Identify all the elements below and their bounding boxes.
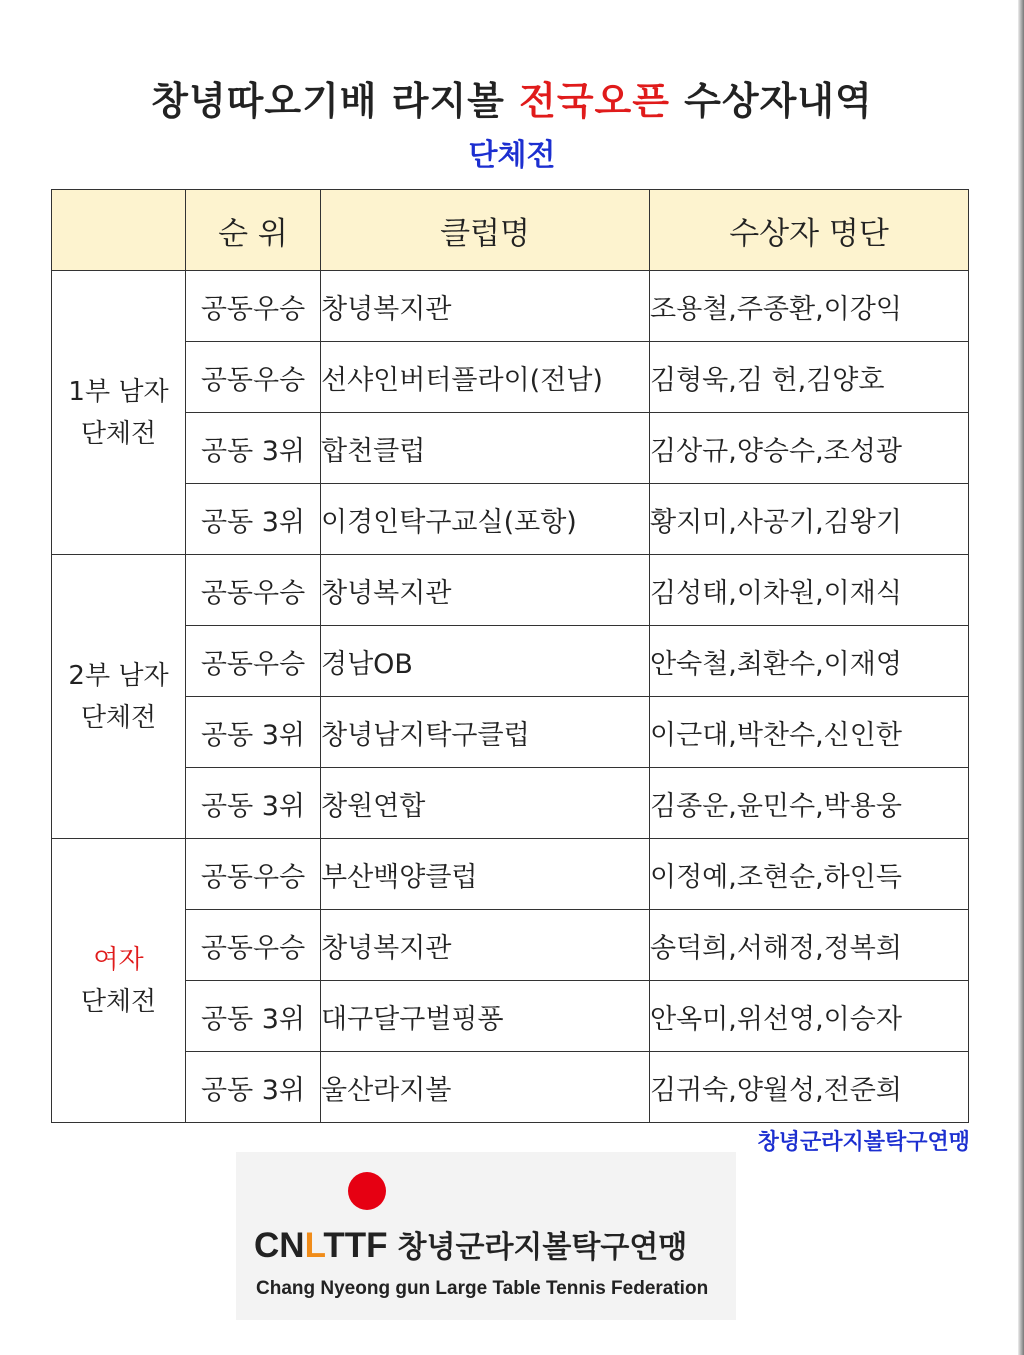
names-cell: 안숙철,최환수,이재영 [650, 626, 969, 697]
rank-cell: 공동 3위 [186, 981, 321, 1052]
logo-korean-name: 창녕군라지볼탁구연맹 [397, 1230, 688, 1265]
club-cell: 창녕복지관 [321, 910, 650, 981]
club-cell: 선샤인버터플라이(전남) [321, 342, 650, 413]
table-row [52, 555, 969, 626]
logo-title [254, 1222, 687, 1266]
header-division [52, 190, 186, 271]
division-type: 단체전 [80, 702, 157, 733]
table-row [52, 413, 969, 484]
rank-cell: 공동우승 [186, 555, 321, 626]
table-row [52, 910, 969, 981]
division-type: 단체전 [80, 418, 157, 449]
page-edge-shadow [1018, 0, 1024, 1355]
names-cell: 황지미,사공기,김왕기 [650, 484, 969, 555]
rank-cell: 공동 3위 [186, 768, 321, 839]
names-cell: 김형욱,김 헌,김양호 [650, 342, 969, 413]
table-header-row [52, 190, 969, 271]
page-subtitle: 단체전 [468, 138, 556, 173]
table-row [52, 768, 969, 839]
club-cell: 창녕남지탁구클럽 [321, 697, 650, 768]
table-body [52, 271, 969, 1123]
names-cell: 이정예,조현순,하인득 [650, 839, 969, 910]
club-cell: 경남OB [321, 626, 650, 697]
names-cell: 김종운,윤민수,박용웅 [650, 768, 969, 839]
division-label: 1부 남자 [68, 376, 169, 407]
rank-cell: 공동우승 [186, 839, 321, 910]
division-cell [52, 839, 186, 1123]
club-cell: 창녕복지관 [321, 271, 650, 342]
table-row [52, 626, 969, 697]
division-label: 여자 [93, 944, 144, 975]
rank-cell: 공동 3위 [186, 697, 321, 768]
table-row [52, 484, 969, 555]
names-cell: 김상규,양승수,조성광 [650, 413, 969, 484]
table-row [52, 981, 969, 1052]
rank-cell: 공동우승 [186, 626, 321, 697]
names-cell: 조용철,주종환,이강익 [650, 271, 969, 342]
names-cell: 이근대,박찬수,신인한 [650, 697, 969, 768]
club-cell: 대구달구벌핑퐁 [321, 981, 650, 1052]
club-cell: 창녕복지관 [321, 555, 650, 626]
logo-abbr-part1: CN [254, 1226, 305, 1265]
names-cell: 송덕희,서해정,정복희 [650, 910, 969, 981]
title-part1: 창녕따오기배 라지볼 [151, 79, 520, 123]
division-cell [52, 271, 186, 555]
rank-cell: 공동 3위 [186, 413, 321, 484]
title-part3: 수상자내역 [669, 79, 873, 123]
title-highlight: 전국오픈 [519, 79, 670, 123]
rank-cell: 공동 3위 [186, 484, 321, 555]
division-label: 2부 남자 [68, 660, 169, 691]
table-row [52, 1052, 969, 1123]
names-cell: 김귀숙,양월성,전준희 [650, 1052, 969, 1123]
red-dot-icon [348, 1172, 386, 1210]
names-cell: 안옥미,위선영,이승자 [650, 981, 969, 1052]
rank-cell: 공동우승 [186, 271, 321, 342]
table-row [52, 271, 969, 342]
club-cell: 이경인탁구교실(포항) [321, 484, 650, 555]
logo-english-name: Chang Nyeong gun Large Table Tennis Federation [256, 1278, 709, 1299]
club-cell: 부산백양클럽 [321, 839, 650, 910]
table-row [52, 839, 969, 910]
rank-cell: 공동우승 [186, 910, 321, 981]
header-names: 수상자 명단 [650, 190, 969, 271]
club-cell: 합천클럽 [321, 413, 650, 484]
results-table [51, 189, 969, 1123]
federation-credit: 창녕군라지볼탁구연맹 [757, 1130, 970, 1155]
table-row [52, 342, 969, 413]
club-cell: 창원연합 [321, 768, 650, 839]
table-row [52, 697, 969, 768]
division-cell [52, 555, 186, 839]
logo-abbr-part2: L [304, 1226, 324, 1265]
federation-logo [236, 1152, 736, 1320]
logo-abbr-part3: TTF [323, 1226, 388, 1265]
header-rank: 순 위 [186, 190, 321, 271]
page-title [0, 70, 1024, 125]
rank-cell: 공동우승 [186, 342, 321, 413]
club-cell: 울산라지볼 [321, 1052, 650, 1123]
division-type: 단체전 [80, 986, 157, 1017]
header-club: 클럽명 [321, 190, 650, 271]
names-cell: 김성태,이차원,이재식 [650, 555, 969, 626]
rank-cell: 공동 3위 [186, 1052, 321, 1123]
